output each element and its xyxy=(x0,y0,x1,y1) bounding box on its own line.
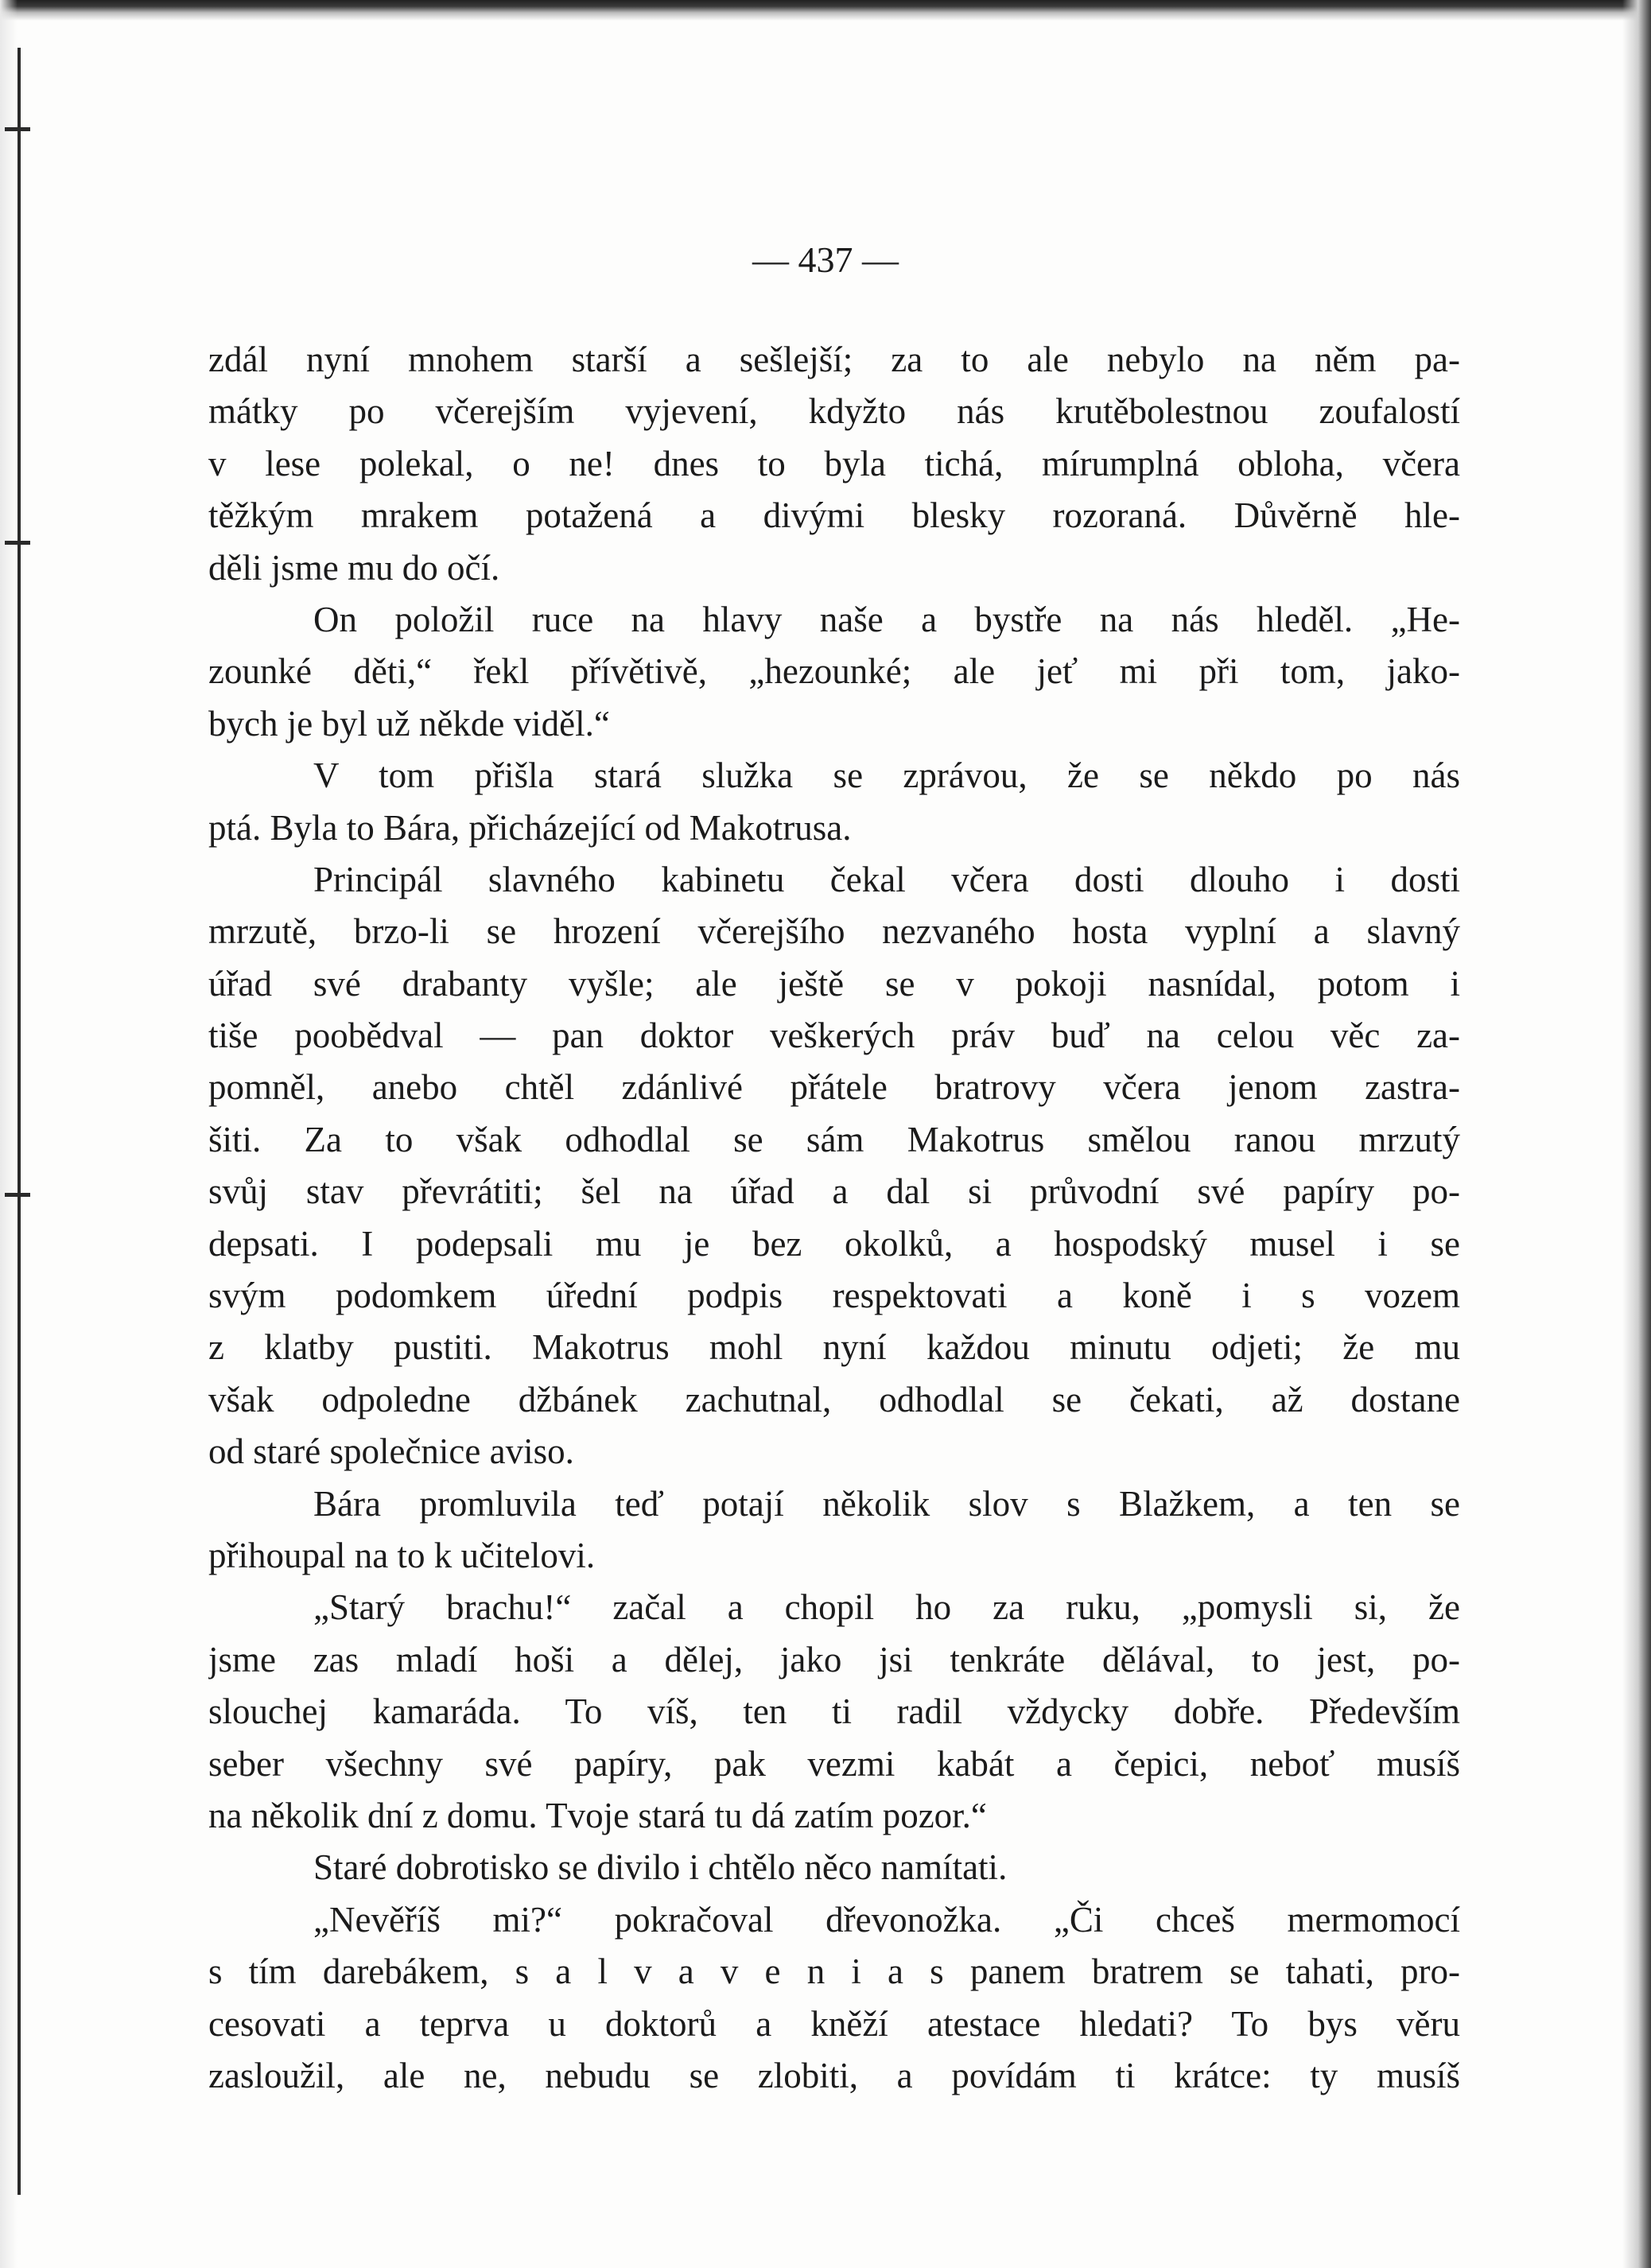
text-line: šiti. Za to však odhodlal se sám Makotrus smělou ranou mrzutý xyxy=(208,1119,1460,1159)
text-line: ptá. Byla to Bára, přicházející od Makotrusa. xyxy=(208,807,852,848)
text-line: depsati. I podepsali mu je bez okolků, a hospodský musel i se xyxy=(208,1223,1460,1264)
text-line: však odpoledne džbánek zachutnal, odhodlal se čekati, až dostane xyxy=(208,1379,1460,1419)
scan-top-edge xyxy=(0,0,1651,21)
text-line: seber všechny své papíry, pak vezmi kabát a čepici, neboť musíš xyxy=(208,1743,1460,1784)
text-line: jsme zas mladí hoši a dělej, jako jsi tenkráte dělával, to jest, po- xyxy=(208,1639,1460,1680)
text-line: těžkým mrakem potažená a divými blesky rozoraná. Důvěrně hle- xyxy=(208,495,1460,536)
text-line: „Starý brachu!“ začal a chopil ho za ruku, „pomysli si, že xyxy=(313,1587,1460,1628)
text-line: bych je byl už někde viděl.“ xyxy=(208,703,610,744)
scan-left-shade xyxy=(0,0,17,2268)
text-line: slouchej kamaráda. To víš, ten ti radil vždycky dobře. Především xyxy=(208,1691,1460,1732)
text-line: od staré společnice aviso. xyxy=(208,1431,574,1472)
text-line: v lese polekal, o ne! dnes to byla tichá, mírumplná obloha, včera xyxy=(208,443,1460,484)
text-line: svůj stav převrátiti; šel na úřad a dal si průvodní své papíry po- xyxy=(208,1171,1460,1212)
binding-tick xyxy=(5,541,30,545)
page-number: — 437 — xyxy=(752,239,899,280)
text-line: zasloužil, ale ne, nebudu se zlobiti, a povídám ti krátce: ty musíš xyxy=(208,2055,1460,2095)
text-line: On položil ruce na hlavy naše a bystře na nás hleděl. „He- xyxy=(313,599,1460,639)
text-line: mrzutě, brzo-li se hrození včerejšího nezvaného hosta vyplní a slavný xyxy=(208,911,1460,952)
text-line: Bára promluvila teď potají několik slov s Blažkem, a ten se xyxy=(313,1483,1460,1524)
text-line: pomněl, anebo chtěl zdánlivé přátele bratrovy včera jenom zastra- xyxy=(208,1067,1460,1108)
body-text xyxy=(208,334,1460,2102)
text-line: děli jsme mu do očí. xyxy=(208,547,500,588)
text-line: úřad své drabanty vyšle; ale ještě se v pokoji nasnídal, potom i xyxy=(208,963,1460,1004)
text-line: přihoupal na to k učitelovi. xyxy=(208,1535,596,1575)
text-line: z klatby pustiti. Makotrus mohl nyní každou minutu odjeti; že mu xyxy=(208,1327,1460,1368)
binding-tick xyxy=(5,1193,30,1197)
text-line: Staré dobrotisko se divilo i chtělo něco namítati. xyxy=(313,1847,1008,1888)
binding-tick xyxy=(5,127,30,131)
text-line: mátky po včerejším vyjevení, kdyžto nás krutěbolestnou zoufalostí xyxy=(208,391,1460,432)
text-line: zdál nyní mnohem starší a sešlejší; za to ale nebylo na něm pa- xyxy=(208,340,1460,379)
text-line: V tom přišla stará služka se zprávou, že se někdo po nás xyxy=(313,755,1460,796)
text-line: s tím darebákem, s a l v a v e n i a s panem bratrem se tahati, pro- xyxy=(208,1951,1460,1992)
scan-right-edge xyxy=(1622,0,1651,2268)
text-line: tiše poobědval — pan doktor veškerých práv buď na celou věc za- xyxy=(208,1016,1460,1056)
binding-edge-line xyxy=(17,48,21,2195)
text-line: Principál slavného kabinetu čekal včera dosti dlouho i dosti xyxy=(313,859,1460,899)
text-line: zounké děti,“ řekl přívětivě, „hezounké; ale jeť mi při tom, jako- xyxy=(208,651,1460,692)
text-line: na několik dní z domu. Tvoje stará tu dá zatím pozor.“ xyxy=(208,1795,987,1835)
text-line: svým podomkem úřední podpis respektovati a koně i s vozem xyxy=(208,1276,1460,1316)
text-line: cesovati a teprva u doktorů a kněží atestace hledati? To bys věru xyxy=(208,2003,1460,2044)
text-line: „Nevěříš mi?“ pokračoval dřevonožka. „Či chceš mermomocí xyxy=(313,1899,1460,1940)
